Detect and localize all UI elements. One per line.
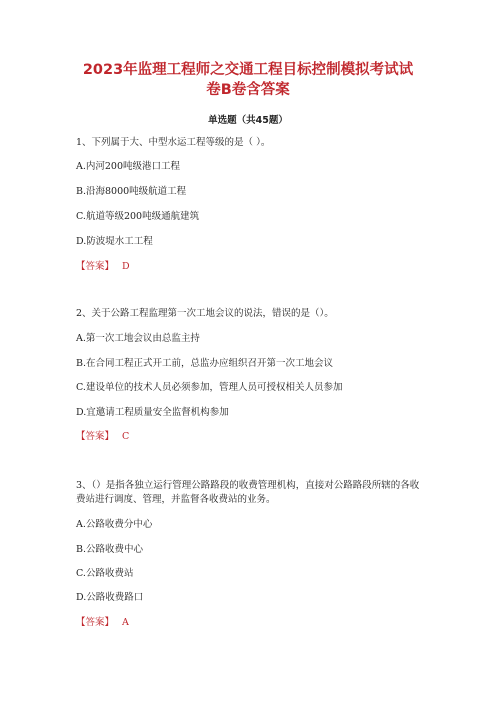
question-2-option-c: C.建设单位的技术人员必须参加，管理人员可授权相关人员参加 — [76, 382, 343, 393]
question-1-option-a: A.内河200吨级港口工程 — [76, 161, 181, 172]
question-3-option-b: B.公路收费中心 — [76, 544, 144, 555]
answer-label: 【答案】 — [76, 431, 115, 442]
question-2-option-a: A.第一次工地会议由总监主持 — [76, 333, 200, 344]
answer-value: A — [122, 617, 129, 628]
title-line-1: 2023年监理工程师之交通工程目标控制模拟考试试 — [82, 62, 414, 78]
title-line-2: 卷B卷含答案 — [206, 82, 290, 98]
question-2-stem: 2、关于公路工程监理第一次工地会议的说法，错误的是（）。 — [76, 308, 334, 319]
question-3-option-c: C.公路收费站 — [76, 568, 134, 579]
answer-value: D — [122, 261, 130, 272]
answer-label: 【答案】 — [76, 261, 115, 272]
question-1-answer — [76, 260, 130, 274]
section-heading: 单选题（共45题） — [208, 115, 288, 126]
question-2-option-b: B.在合同工程正式开工前，总监办应组织召开第一次工地会议 — [76, 358, 334, 369]
question-3-answer — [76, 616, 129, 630]
answer-value: C — [122, 431, 130, 442]
question-3-option-d: D.公路收费路口 — [76, 592, 144, 603]
question-1-option-c: C.航道等级200吨级通航建筑 — [76, 211, 200, 222]
question-1-option-b: B.沿海8000吨级航道工程 — [76, 186, 187, 197]
question-2-option-d: D.宜邀请工程质量安全监督机构参加 — [76, 407, 229, 418]
question-3-option-a: A.公路收费分中心 — [76, 519, 153, 530]
document-title — [40, 60, 456, 100]
question-1-option-d: D.防波堤水工工程 — [76, 236, 153, 247]
answer-label: 【答案】 — [76, 617, 115, 628]
question-2-answer — [76, 430, 129, 444]
question-3-stem: 3、（）是指各独立运行管理公路路段的收费管理机构，直接对公路路段所辖的各收费站进行调度、管理，并监督各收费站的业务。 — [76, 480, 420, 505]
question-1-stem: 1、下列属于大、中型水运工程等级的是（ ）。 — [76, 137, 271, 148]
